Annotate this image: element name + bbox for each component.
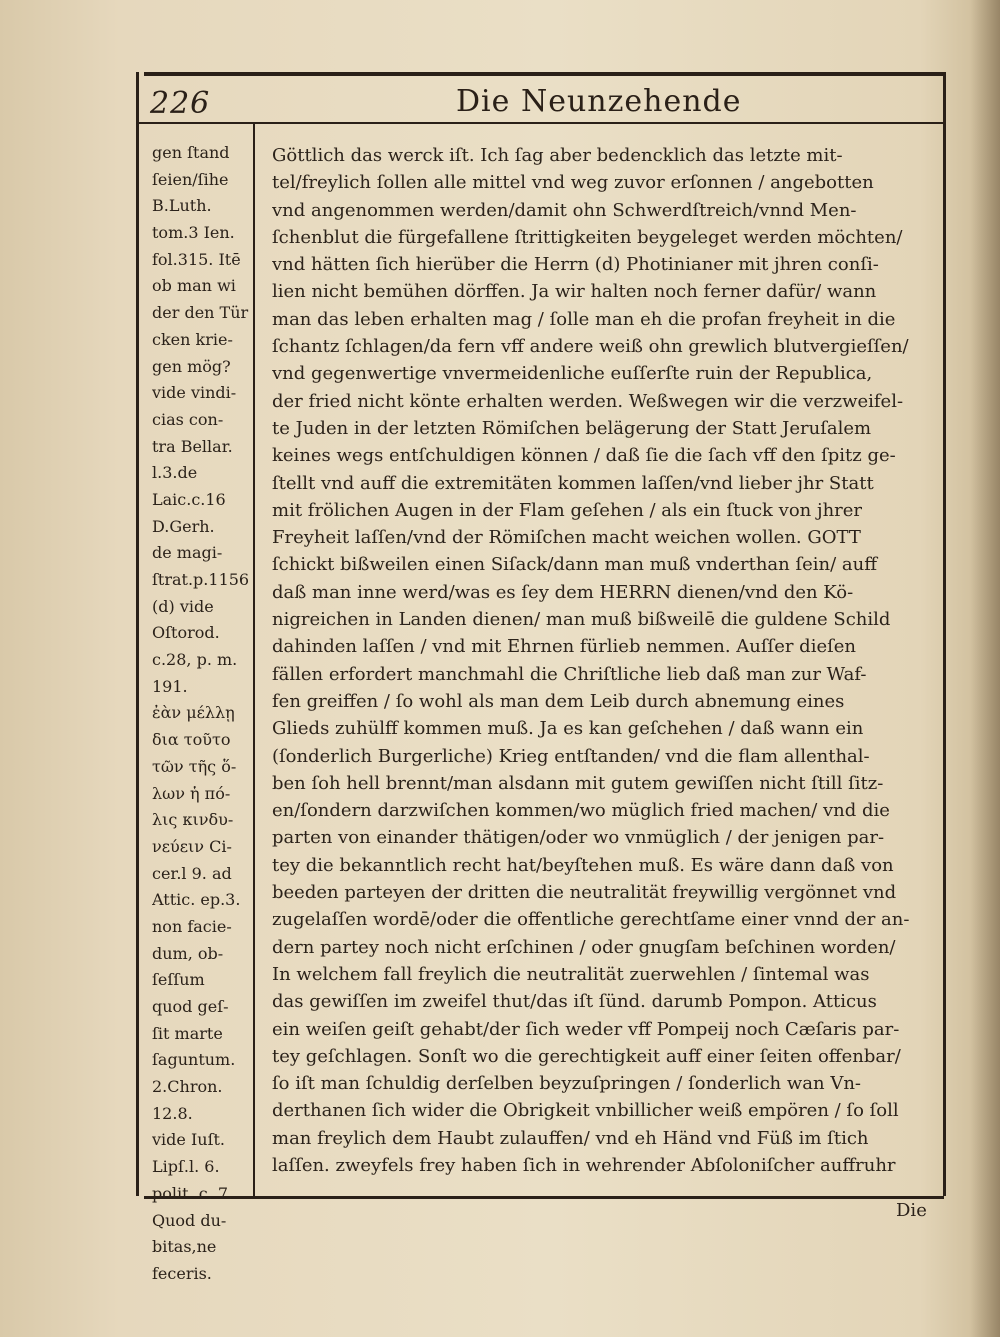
header-rule xyxy=(136,122,946,124)
margin-note-line: B.Luth. xyxy=(152,196,212,216)
text-line: zugelaſſen wordē/oder die offentliche gerechtſame einer vnnd der an- xyxy=(272,909,910,931)
text-line: nigreichen in Landen dienen/ man muß bißweilē die guldene Schild xyxy=(272,609,891,631)
margin-note-line: D.Gerh. xyxy=(152,516,215,536)
margin-note-line: (d) vide xyxy=(152,596,214,616)
margin-note-line: dum, ob- xyxy=(152,943,224,963)
text-line: ſchantz ſchlagen/da fern vff andere weiß ohn grewlich blutvergieſſen/ xyxy=(272,336,909,358)
text-line: ſchenblut die fürgefallene ſtrittigkeiten beygeleget werden möchten/ xyxy=(272,226,903,248)
margin-note-line: de magi- xyxy=(152,543,223,563)
margin-note-line: νεύειν Ci- xyxy=(152,836,232,856)
text-line: ben ſoh hell brennt/man alsdann mit gutem gewiſſen nicht ſtill ſitz- xyxy=(272,772,884,794)
margin-note-line: der den Tür xyxy=(152,303,249,323)
margin-note-line: ſtrat.p.1156 xyxy=(152,570,250,589)
text-line: In welchem fall freylich die neutralität zuerwehlen / ſintemal was xyxy=(272,963,870,985)
margin-note-line: tra Bellar. xyxy=(152,436,233,456)
text-line: Freyheit laſſen/vnd der Römiſchen macht weichen wollen. GOTT xyxy=(272,527,861,549)
bottom-rule xyxy=(144,1196,944,1199)
margin-note-line: Quod du- xyxy=(152,1210,227,1230)
text-line: vnd gegenwertige vnvermeidenliche euſſerſte ruin der Republica, xyxy=(272,363,873,385)
left-rule xyxy=(136,72,139,1196)
text-line: fällen erfordert manchmahl die Chriſtliche lieb daß man zur Waf- xyxy=(272,663,867,685)
margin-note-line: 2.Chron. xyxy=(152,1077,223,1097)
text-line: parten von einander thätigen/oder wo vnmüglich / der jenigen par- xyxy=(272,827,885,849)
text-line: Glieds zuhülff kommen muß. Ja es kan geſchehen / daß wann ein xyxy=(272,718,864,740)
text-line: ſtellt vnd auff die extremitäten kommen laſſen/vnd lieber jhr Statt xyxy=(272,472,874,494)
text-line: man das leben erhalten mag / ſolle man eh die profan freyheit in die xyxy=(272,308,896,330)
text-line: (ſonderlich Burgerliche) Krieg entſtanden/ vnd die flam allenthal- xyxy=(272,745,870,767)
margin-note-line: λις κινδυ- xyxy=(152,810,234,830)
margin-note-line: gen ſtand xyxy=(152,143,230,162)
text-line: ſchickt bißweilen einen Siſack/dann man muß vnderthan ſein/ auff xyxy=(272,554,878,576)
text-line: derthanen ſich wider die Obrigkeit vnbillicher weiß empören / ſo ſoll xyxy=(272,1100,899,1122)
text-line: mit frölichen Augen in der Flam geſehen / als ein ſtuck von jhrer xyxy=(272,499,863,521)
margin-note-line: ſeſſum xyxy=(152,970,205,990)
page-edge-shadow xyxy=(970,0,1000,1337)
text-line: keines wegs entſchuldigen können / daß ſie die ſach vff den ſpitz ge- xyxy=(272,445,896,467)
catchword: Die xyxy=(896,1200,927,1221)
margin-note-line: 12.8. xyxy=(152,1103,193,1123)
text-line: tey die bekanntlich recht hat/beyſtehen muß. Es wäre dann daß von xyxy=(272,854,894,876)
text-line: tey geſchlagen. Sonſt wo die gerechtigkeit auff einer ſeiten offenbar/ xyxy=(272,1045,901,1067)
running-head: Die Neunzehende xyxy=(456,84,742,119)
text-line: fen greiffen / ſo wohl als man dem Leib durch abnemung eines xyxy=(272,690,845,712)
text-line: Göttlich das werck iſt. Ich ſag aber bedencklich das letzte mit- xyxy=(272,145,843,166)
margin-note-line: quod geſ- xyxy=(152,997,229,1016)
margin-note-line: δια τοῦτο xyxy=(152,730,231,750)
margin-note-line: l.3.de xyxy=(152,463,198,483)
margin-note-line: λων ἡ πό- xyxy=(152,783,231,803)
text-line: vnd hätten ſich hierüber die Herrn (d) Photinianer mit jhren conſi- xyxy=(272,254,879,276)
margin-note-line: Attic. ep.3. xyxy=(152,890,241,910)
text-line: te Juden in der letzten Römiſchen belägerung der Statt Jeruſalem xyxy=(272,417,872,439)
text-line: dahinden laſſen / vnd mit Ehrnen fürlieb nemmen. Auſſer dieſen xyxy=(272,636,857,658)
margin-note-line: ob man wi xyxy=(152,276,236,296)
margin-note-line: c.28, p. m. xyxy=(152,650,238,670)
text-line: beeden parteyen der dritten die neutralität freywillig vergönnet vnd xyxy=(272,882,897,904)
margin-note-line: non facie- xyxy=(152,916,232,936)
right-rule xyxy=(943,72,946,1196)
margin-divider-rule xyxy=(253,124,255,1196)
text-line: laſſen. zweyfels frey haben ſich in wehrender Abſoloniſcher auffruhr xyxy=(272,1154,896,1176)
text-line: vnd angenommen werden/damit ohn Schwerdſtreich/vnnd Men- xyxy=(272,199,857,221)
text-line: dern partey noch nicht erſchinen / oder gnugſam beſchinen worden/ xyxy=(272,936,896,958)
margin-note-line: tom.3 Ien. xyxy=(152,223,235,243)
margin-note-line: gen mög? xyxy=(152,356,231,376)
margin-note-line: vide Iuſt. xyxy=(152,1130,226,1150)
margin-note-line: cias con- xyxy=(152,409,224,429)
margin-note-line: bitas,ne xyxy=(152,1237,217,1257)
margin-note-line: τῶν τῆς ὅ- xyxy=(152,756,237,776)
margin-note-line: ſeien/ſihe xyxy=(152,169,229,189)
text-line: der fried nicht könte erhalten werden. Weßwegen wir die verzweifel- xyxy=(272,390,904,412)
text-line: tel/freylich ſollen alle mittel vnd weg zuvor erſonnen / angebotten xyxy=(272,172,874,194)
main-text xyxy=(272,142,938,1179)
margin-note-line: cken krie- xyxy=(152,329,233,349)
margin-notes xyxy=(152,140,252,1288)
margin-note-line: ἐὰν μέλλῃ xyxy=(152,703,235,723)
text-line: daß man inne werd/was es ſey dem HERRN dienen/vnd den Kö- xyxy=(272,581,854,603)
text-line: en/ſondern darzwiſchen kommen/wo müglich fried machen/ vnd die xyxy=(272,800,890,822)
text-line: man freylich dem Haubt zulauffen/ vnd eh Händ vnd Füß im ſtich xyxy=(272,1127,869,1149)
margin-note-line: ſit marte xyxy=(152,1023,223,1043)
margin-note-line: ſaguntum. xyxy=(152,1050,236,1070)
margin-note-line: polit. c. 7. xyxy=(152,1183,234,1203)
margin-note-line: Lipſ.l. 6. xyxy=(152,1157,220,1177)
margin-note-line: cer.l 9. ad xyxy=(152,863,232,883)
top-rule xyxy=(144,72,944,76)
page-number: 226 xyxy=(150,86,211,121)
margin-note-line: feceris. xyxy=(152,1263,212,1283)
text-line: ſo iſt man ſchuldig derſelben beyzuſpringen / ſonderlich wan Vn- xyxy=(272,1073,861,1095)
margin-note-line: Laic.c.16 xyxy=(152,489,226,509)
margin-note-line: Oſtorod. xyxy=(152,623,220,643)
text-line: das gewiſſen im zweifel thut/das iſt ſünd. darumb Pompon. Atticus xyxy=(272,991,877,1013)
text-line: lien nicht bemühen dörffen. Ja wir halten noch ferner dafür/ wann xyxy=(272,281,877,303)
margin-note-line: vide vindi- xyxy=(152,383,237,403)
margin-note-line: 191. xyxy=(152,676,188,696)
text-line: ein weiſen geiſt gehabt/der ſich weder vff Pompeij noch Cæſaris par- xyxy=(272,1018,900,1040)
margin-note-line: fol.315. Itē xyxy=(152,249,241,269)
